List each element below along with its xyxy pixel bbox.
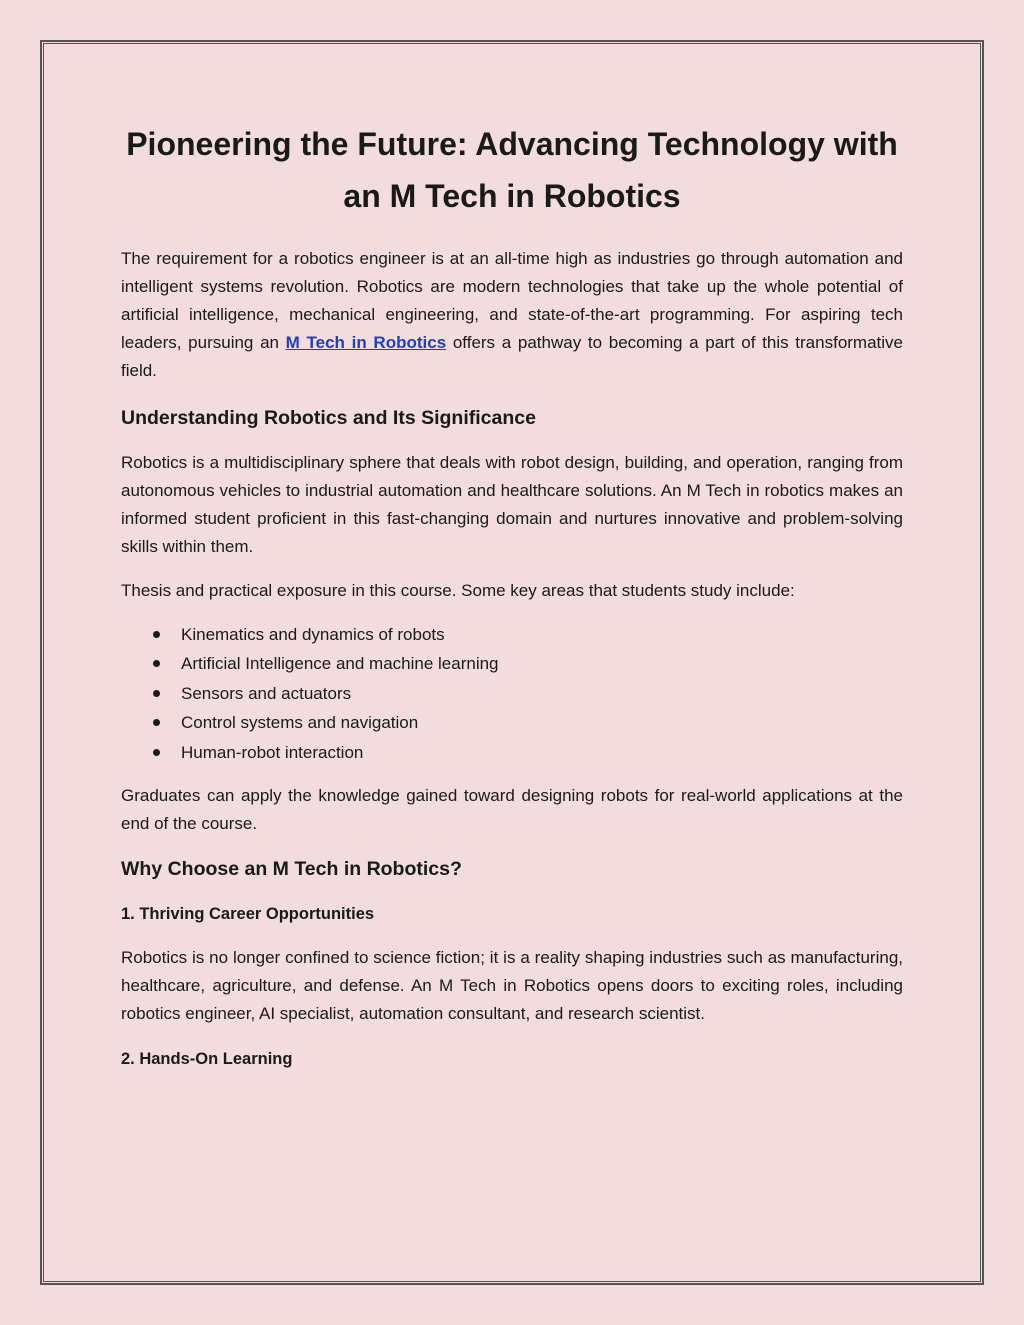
list-item-text: Human-robot interaction (181, 742, 364, 762)
section1-paragraph-3: Graduates can apply the knowledge gained toward designing robots for real-world applications at the end of the course. (121, 786, 903, 834)
list-item (121, 649, 903, 678)
bullet-icon (153, 719, 160, 726)
list-item (121, 708, 903, 737)
section1-paragraph-2: Thesis and practical exposure in this course. Some key areas that students study include: (121, 581, 795, 600)
intro-paragraph (121, 245, 903, 385)
list-item-text: Artificial Intelligence and machine learning (181, 654, 499, 674)
document-body (121, 118, 903, 1089)
bullet-icon (153, 749, 160, 756)
intro-text-after-link: offers a pathway to becoming a part of this transformative field. (121, 333, 903, 380)
list-item-text: Sensors and actuators (181, 683, 352, 703)
section-heading-why-choose: Why Choose an M Tech in Robotics? (121, 858, 462, 881)
bullet-icon (153, 690, 160, 697)
m-tech-robotics-link[interactable]: M Tech in Robotics (285, 333, 447, 352)
list-item (121, 738, 903, 767)
list-item (121, 620, 903, 649)
intro-text-before-link: The requirement for a robotics engineer is at an all-time high as industries go through automation and intelligent systems revolution. Robotics are modern technologies that take up the whole potential of artificial intelligence, mechanical engineering, and state-of-the-art programming. For aspiring tech leaders, pursuing an (121, 249, 903, 352)
career-paragraph: Robotics is no longer confined to science fiction; it is a reality shaping industries such as manufacturing, healthcare, agriculture, and defense. An M Tech in Robotics opens doors to exciting roles, including robotics engineer, AI specialist, automation consultant, and research scientist. (121, 948, 903, 1024)
document-title: Pioneering the Future: Advancing Technology with an M Tech in Robotics (126, 126, 898, 214)
subheading-hands-on-learning: 2. Hands-On Learning (121, 1050, 293, 1069)
bullet-icon (153, 631, 160, 638)
list-item (121, 679, 903, 708)
subheading-career-opportunities: 1. Thriving Career Opportunities (121, 905, 375, 924)
key-areas-list (121, 620, 903, 767)
bullet-icon (153, 660, 160, 667)
section1-paragraph-1: Robotics is a multidisciplinary sphere that deals with robot design, building, and operation, ranging from autonomous vehicles to industrial automation and healthcare solutions. An M Tech in robotics makes an informed student proficient in this fast-changing domain and nurtures innovative and problem-solving skills within them. (121, 453, 903, 556)
section-heading-understanding: Understanding Robotics and Its Significance (121, 407, 536, 429)
list-item-text: Kinematics and dynamics of robots (181, 625, 445, 644)
list-item-text: Control systems and navigation (181, 713, 419, 733)
